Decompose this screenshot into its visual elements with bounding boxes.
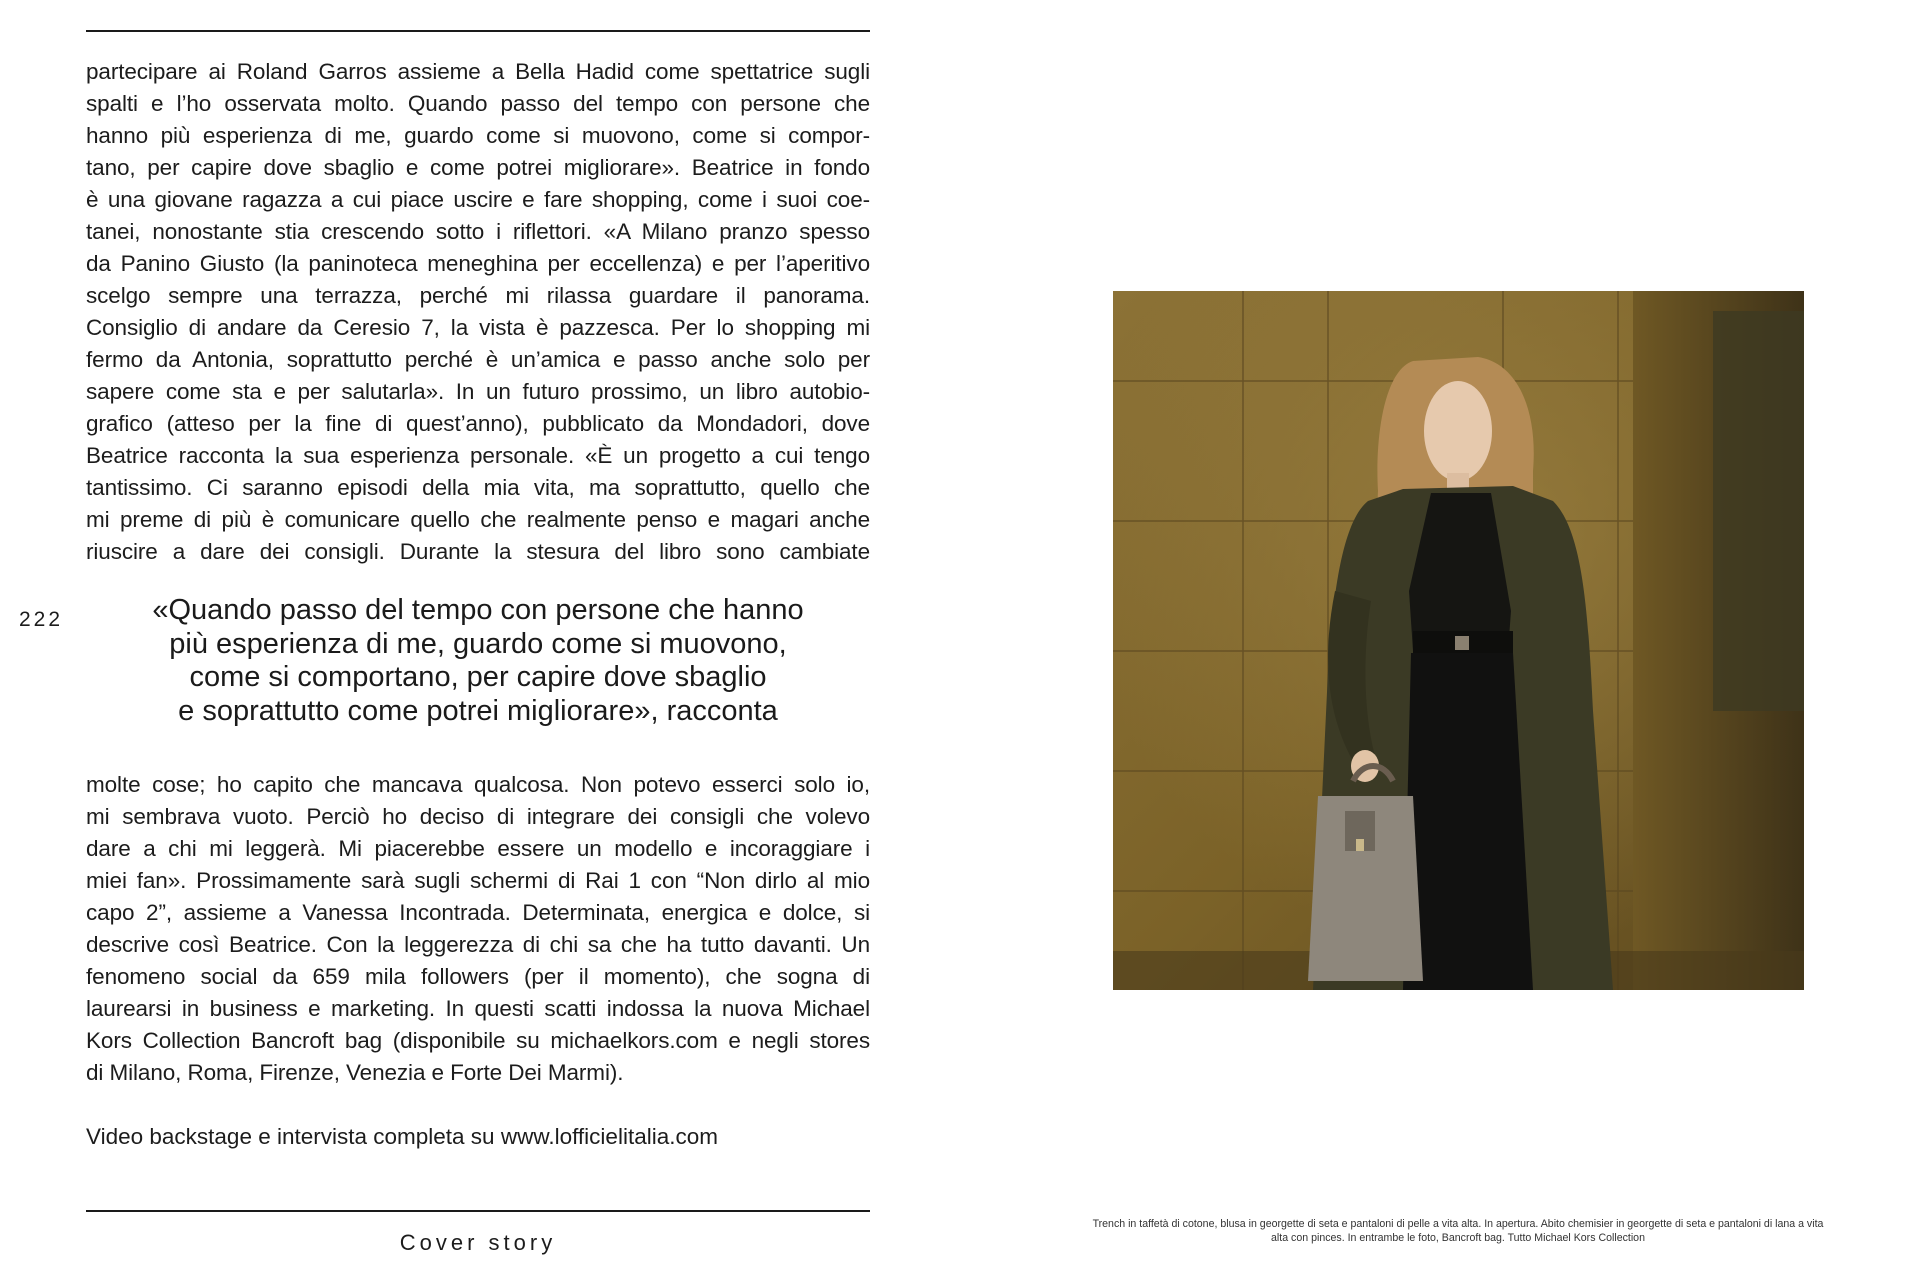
body-line: mi preme di più è comunicare quello che realmente penso e magari anche xyxy=(86,507,870,532)
body-line: tantissimo. Ci saranno episodi della mia vita, ma soprattutto, quello che xyxy=(86,475,870,500)
body-line: di Milano, Roma, Firenze, Venezia e Forte Dei Marmi). xyxy=(86,1060,624,1085)
body-line: Kors Collection Bancroft bag (disponibile su michaelkors.com e negli stores xyxy=(86,1028,870,1053)
body-line: scelgo sempre una terrazza, perché mi rilassa guardare il panorama. xyxy=(86,283,870,308)
body-line: fenomeno social da 659 mila followers (per il momento), che sogna di xyxy=(86,964,870,989)
body-line: mi sembrava vuoto. Perciò ho deciso di integrare dei consigli che volevo xyxy=(86,804,870,829)
section-label: Cover story xyxy=(399,1230,557,1255)
body-line: dare a chi mi leggerà. Mi piacerebbe essere un modello e incoraggiare i xyxy=(86,836,870,861)
body-line: hanno più esperienza di me, guardo come si muovono, come si compor- xyxy=(86,123,870,148)
body-line: Consiglio di andare da Ceresio 7, la vista è pazzesca. Per lo shopping mi xyxy=(86,315,870,340)
body-line: tano, per capire dove sbaglio e come potrei migliorare». Beatrice in fondo xyxy=(86,155,870,180)
pull-quote-line: più esperienza di me, guardo come si muovono, xyxy=(169,627,787,660)
body-line: tanei, nonostante stia crescendo sotto i riflettori. «A Milano pranzo spesso xyxy=(86,219,870,244)
fashion-photo xyxy=(1113,291,1804,990)
pull-quote-line: come si comportano, per capire dove sbaglio xyxy=(189,661,767,693)
caption-line: alta con pinces. In entrambe le foto, Bancroft bag. Tutto Michael Kors Collection xyxy=(1271,1232,1645,1244)
article-body-bottom xyxy=(86,769,870,1089)
body-line: molte cose; ho capito che mancava qualcosa. Non potevo esserci solo io, xyxy=(86,772,870,797)
body-line: grafico (atteso per la fine di quest’anno), pubblicato da Mondadori, dove xyxy=(86,411,870,436)
pull-quote xyxy=(86,594,870,728)
body-line: è una giovane ragazza a cui piace uscire e fare shopping, come i suoi coe- xyxy=(86,187,870,212)
body-line: riuscire a dare dei consigli. Durante la stesura del libro sono cambiate xyxy=(86,539,870,564)
caption-line: Trench in taffetà di cotone, blusa in georgette di seta e pantaloni di pelle a vita alta. In apertura. Abito chemisier in georgette di seta e pantaloni di lana a vita xyxy=(1092,1218,1824,1230)
body-line: capo 2”, assieme a Vanessa Incontrada. Determinata, energica e dolce, si xyxy=(86,900,870,925)
pull-quote-line: e soprattutto come potrei migliorare», racconta xyxy=(178,694,778,727)
body-line: partecipare ai Roland Garros assieme a Bella Hadid come spettatrice sugli xyxy=(86,59,870,84)
page-number: 222 xyxy=(19,608,64,631)
body-line: sapere come sta e per salutarla». In un futuro prossimo, un libro autobio- xyxy=(86,379,870,404)
photo-illustration xyxy=(1113,291,1804,990)
body-line: miei fan». Prossimamente sarà sugli schermi di Rai 1 con “Non dirlo al mio xyxy=(86,868,870,893)
web-credit: Video backstage e intervista completa su www.lofficielitalia.com xyxy=(86,1124,718,1149)
body-line: laurearsi in business e marketing. In questi scatti indossa la nuova Michael xyxy=(86,996,870,1021)
body-line: Beatrice racconta la sua esperienza personale. «È un progetto a cui tengo xyxy=(86,443,870,468)
body-line: spalti e l’ho osservata molto. Quando passo del tempo con persone che xyxy=(86,91,870,116)
photo-caption xyxy=(1062,1217,1854,1245)
top-rule xyxy=(86,30,870,32)
pull-quote-line: «Quando passo del tempo con persone che hanno xyxy=(152,594,804,626)
bottom-rule xyxy=(86,1210,870,1212)
body-line: descrive così Beatrice. Con la leggerezza di chi sa che ha tutto davanti. Un xyxy=(86,932,870,957)
article-body-top xyxy=(86,56,870,568)
body-line: fermo da Antonia, soprattutto perché è un’amica e passo anche solo per xyxy=(86,347,870,372)
body-line: da Panino Giusto (la paninoteca meneghina per eccellenza) e per l’aperitivo xyxy=(86,251,870,276)
